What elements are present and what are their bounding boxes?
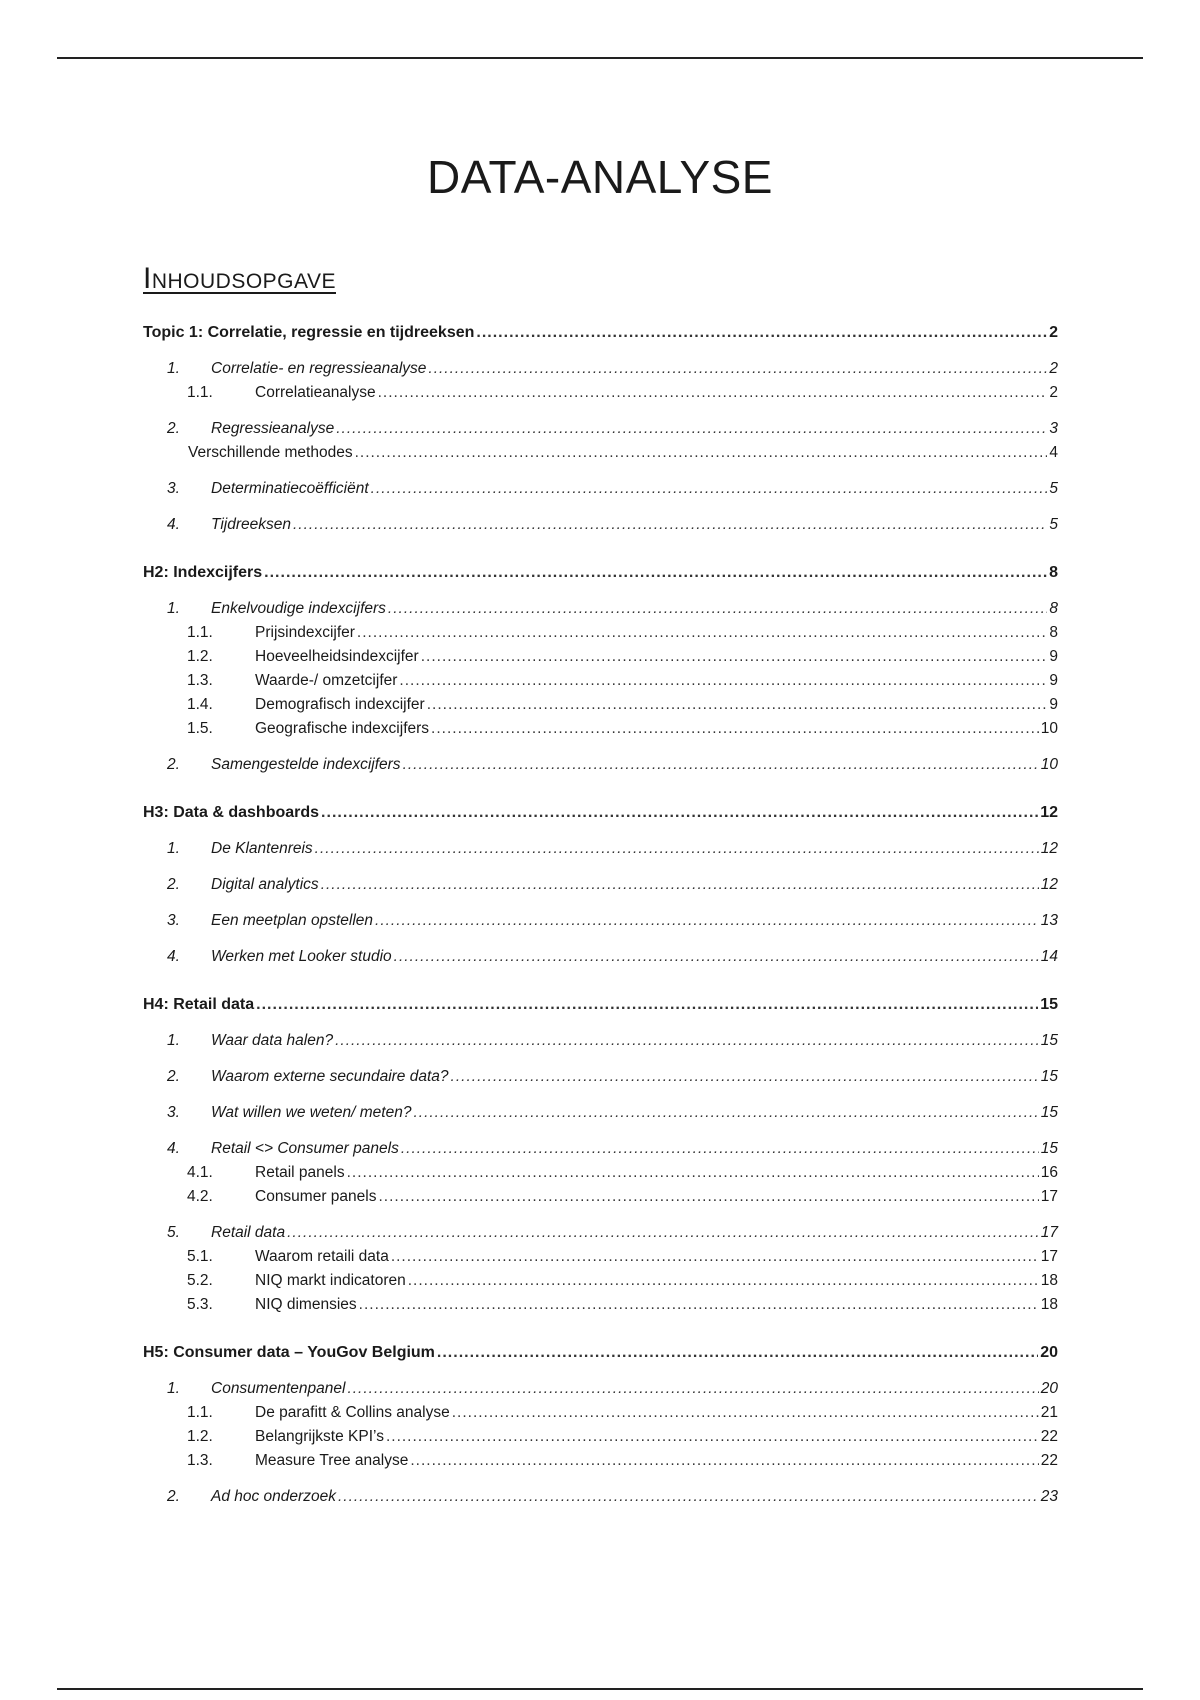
- toc-entry[interactable]: [143, 1032, 1058, 1056]
- toc-entry-page: 21: [1040, 1404, 1058, 1421]
- toc-entry[interactable]: [143, 324, 1058, 348]
- toc-entry-number: 3.: [167, 480, 180, 497]
- toc-entry-title: Waarde-/ omzetcijfer: [255, 672, 398, 689]
- toc-entry-number: 4.: [167, 948, 180, 965]
- dot-leader: [431, 720, 1039, 738]
- toc-entry[interactable]: [143, 624, 1058, 648]
- toc-entry-page: 10: [1040, 720, 1058, 737]
- toc-entry-page: 16: [1040, 1164, 1058, 1181]
- dot-leader: [359, 1296, 1039, 1314]
- toc-entry-number: 1.1.: [187, 384, 213, 401]
- toc-entry-title: Determinatiecoëfficiënt: [211, 480, 369, 497]
- footer-rule: [57, 1688, 1143, 1690]
- toc-entry-page: 15: [1040, 996, 1058, 1013]
- toc-entry-page: 12: [1040, 876, 1058, 893]
- document-title: DATA-ANALYSE: [427, 151, 773, 203]
- toc-entry-number: 1.2.: [187, 648, 213, 665]
- toc-entry-title: Retail panels: [255, 1164, 345, 1181]
- dot-leader: [421, 648, 1048, 666]
- toc-entry[interactable]: [143, 1104, 1058, 1128]
- toc-entry-title: Waarom retaili data: [255, 1248, 389, 1265]
- toc-entry[interactable]: [143, 1164, 1058, 1188]
- toc-entry-title: Tijdreeksen: [211, 516, 291, 533]
- toc-entry[interactable]: [143, 564, 1058, 588]
- toc-entry-page: 14: [1040, 948, 1058, 965]
- toc-entry-number: 4.2.: [187, 1188, 213, 1205]
- dot-leader: [355, 444, 1048, 462]
- toc-entry[interactable]: [143, 384, 1058, 408]
- toc-entry-title: NIQ markt indicatoren: [255, 1272, 406, 1289]
- toc-entry-title: H3: Data & dashboards: [143, 804, 320, 821]
- toc-entry-number: 2.: [167, 420, 180, 437]
- toc-entry-page: 10: [1040, 756, 1058, 773]
- toc-entry[interactable]: [143, 996, 1058, 1020]
- toc-entry[interactable]: [143, 1452, 1058, 1476]
- dot-leader: [347, 1164, 1039, 1182]
- toc-entry[interactable]: [143, 360, 1058, 384]
- dot-leader: [336, 420, 1047, 438]
- dot-leader: [347, 1380, 1038, 1398]
- toc-entry-title: H4: Retail data: [143, 996, 255, 1013]
- toc-entry-number: 1.2.: [187, 1428, 213, 1445]
- dot-leader: [410, 1452, 1038, 1470]
- dot-leader: [338, 1488, 1039, 1506]
- toc-entry-page: 12: [1040, 804, 1058, 821]
- toc-entry[interactable]: [143, 840, 1058, 864]
- toc-entry-title: Wat willen we weten/ meten?: [211, 1104, 412, 1121]
- toc-entry-title: Consumentenpanel: [211, 1380, 346, 1397]
- toc-entry-title: Retail <> Consumer panels: [211, 1140, 399, 1157]
- toc-entry-title: Ad hoc onderzoek: [211, 1488, 336, 1505]
- toc-entry-title: Prijsindexcijfer: [255, 624, 355, 641]
- dot-leader: [386, 1428, 1039, 1446]
- toc-entry[interactable]: [143, 804, 1058, 828]
- toc-entry-number: 1.4.: [187, 696, 213, 713]
- toc-entry-title: Digital analytics: [211, 876, 319, 893]
- toc-entry-page: 20: [1040, 1380, 1058, 1397]
- toc-entry-page: 9: [1049, 696, 1058, 713]
- toc-entry-page: 22: [1040, 1452, 1058, 1469]
- dot-leader: [408, 1272, 1039, 1290]
- toc-entry[interactable]: [143, 1344, 1058, 1368]
- toc-entry-number: 2.: [167, 876, 180, 893]
- toc-entry[interactable]: [143, 600, 1058, 624]
- toc-entry-title: Hoeveelheidsindexcijfer: [255, 648, 419, 665]
- toc-entry-title: Belangrijkste KPI’s: [255, 1428, 384, 1445]
- toc-entry-page: 15: [1040, 1140, 1058, 1157]
- dot-leader: [264, 564, 1047, 582]
- toc-entry-number: 3.: [167, 1104, 180, 1121]
- dot-leader: [391, 1248, 1039, 1266]
- toc-entry-page: 8: [1049, 564, 1058, 581]
- dot-leader: [321, 876, 1039, 894]
- toc-entry-title: Demografisch indexcijfer: [255, 696, 425, 713]
- dot-leader: [371, 480, 1048, 498]
- toc-entry-page: 2: [1049, 384, 1058, 401]
- toc-entry-title: Regressieanalyse: [211, 420, 335, 437]
- toc-entry-number: 2.: [167, 1488, 180, 1505]
- toc-entry-page: 3: [1049, 420, 1058, 437]
- toc-entry[interactable]: [143, 1224, 1058, 1248]
- toc-entry[interactable]: [143, 1248, 1058, 1272]
- toc-entry-title: Een meetplan opstellen: [211, 912, 374, 929]
- toc-entry-page: 5: [1049, 480, 1058, 497]
- toc-entry-page: 17: [1040, 1188, 1058, 1205]
- toc-entry-page: 4: [1049, 444, 1058, 461]
- toc-entry-page: 9: [1049, 648, 1058, 665]
- toc-entry-page: 17: [1040, 1248, 1058, 1265]
- dot-leader: [388, 600, 1047, 618]
- toc-entry[interactable]: [143, 1296, 1058, 1320]
- toc-entry-page: 13: [1040, 912, 1058, 929]
- toc-entry-title: Measure Tree analyse: [255, 1452, 409, 1469]
- dot-leader: [394, 948, 1039, 966]
- toc-entry-number: 5.: [167, 1224, 180, 1241]
- toc-entry-title: NIQ dimensies: [255, 1296, 357, 1313]
- toc-entry-title: Waar data halen?: [211, 1032, 334, 1049]
- toc-entry-page: 17: [1040, 1224, 1058, 1241]
- dot-leader: [375, 912, 1039, 930]
- toc-entry-page: 8: [1049, 624, 1058, 641]
- toc-entry[interactable]: [143, 1404, 1058, 1428]
- toc-entry[interactable]: [143, 912, 1058, 936]
- toc-entry-title: Consumer panels: [255, 1188, 377, 1205]
- toc-entry-page: 5: [1049, 516, 1058, 533]
- toc-entry-title: Correlatie- en regressieanalyse: [211, 360, 427, 377]
- toc-entry-title: De Klantenreis: [211, 840, 313, 857]
- toc-entry[interactable]: [143, 1068, 1058, 1092]
- toc-entry[interactable]: [143, 1380, 1058, 1404]
- toc-entry[interactable]: [143, 876, 1058, 900]
- toc-entry[interactable]: [143, 1272, 1058, 1296]
- table-of-contents: [143, 324, 1058, 1512]
- toc-entry[interactable]: [143, 672, 1058, 696]
- toc-entry[interactable]: [143, 516, 1058, 540]
- toc-entry-page: 18: [1040, 1272, 1058, 1289]
- toc-entry[interactable]: [143, 1188, 1058, 1212]
- toc-entry-number: 1.5.: [187, 720, 213, 737]
- dot-leader: [413, 1104, 1038, 1122]
- dot-leader: [401, 1140, 1039, 1158]
- toc-entry-number: 1.: [167, 840, 180, 857]
- dot-leader: [452, 1404, 1039, 1422]
- toc-entry-number: 4.: [167, 516, 180, 533]
- toc-entry-title: H2: Indexcijfers: [143, 564, 263, 581]
- toc-entry-number: 1.: [167, 600, 180, 617]
- toc-entry-number: 5.2.: [187, 1272, 213, 1289]
- toc-entry-title: Verschillende methodes: [188, 444, 353, 461]
- toc-entry-page: 20: [1040, 1344, 1058, 1361]
- toc-entry-page: 23: [1040, 1488, 1058, 1505]
- toc-entry[interactable]: [143, 1428, 1058, 1452]
- toc-entry-title: Samengestelde indexcijfers: [211, 756, 401, 773]
- dot-leader: [378, 384, 1048, 402]
- toc-entry-page: 18: [1040, 1296, 1058, 1313]
- dot-leader: [256, 996, 1038, 1014]
- dot-leader: [287, 1224, 1039, 1242]
- toc-entry-number: 2.: [167, 756, 180, 773]
- dot-leader: [378, 1188, 1038, 1206]
- toc-entry-page: 12: [1040, 840, 1058, 857]
- dot-leader: [399, 672, 1047, 690]
- toc-entry[interactable]: [143, 1140, 1058, 1164]
- dot-leader: [293, 516, 1047, 534]
- dot-leader: [428, 360, 1047, 378]
- toc-entry[interactable]: [143, 648, 1058, 672]
- toc-entry-title: Werken met Looker studio: [211, 948, 392, 965]
- toc-entry-title: Waarom externe secundaire data?: [211, 1068, 449, 1085]
- toc-entry-title: Correlatieanalyse: [255, 384, 376, 401]
- toc-entry-page: 22: [1040, 1428, 1058, 1445]
- toc-entry-number: 1.: [167, 360, 180, 377]
- toc-entry[interactable]: [143, 756, 1058, 780]
- toc-entry-page: 2: [1049, 360, 1058, 377]
- dot-leader: [476, 324, 1047, 342]
- toc-entry-title: Retail data: [211, 1224, 286, 1241]
- dot-leader: [321, 804, 1038, 822]
- toc-entry-page: 15: [1040, 1068, 1058, 1085]
- toc-entry-number: 1.1.: [187, 624, 213, 641]
- toc-entry-page: 15: [1040, 1032, 1058, 1049]
- toc-entry-number: 2.: [167, 1068, 180, 1085]
- toc-entry-page: 15: [1040, 1104, 1058, 1121]
- toc-entry-page: 8: [1049, 600, 1058, 617]
- dot-leader: [437, 1344, 1038, 1362]
- dot-leader: [451, 1068, 1039, 1086]
- toc-entry-number: 3.: [167, 912, 180, 929]
- toc-entry[interactable]: [143, 1488, 1058, 1512]
- toc-entry[interactable]: [143, 696, 1058, 720]
- toc-entry-number: 1.3.: [187, 672, 213, 689]
- toc-entry[interactable]: [143, 444, 1058, 468]
- toc-entry[interactable]: [143, 420, 1058, 444]
- dot-leader: [335, 1032, 1039, 1050]
- dot-leader: [403, 756, 1039, 774]
- toc-entry-number: 1.: [167, 1032, 180, 1049]
- toc-heading: Inhoudsopgave: [143, 262, 336, 295]
- toc-entry-page: 2: [1049, 324, 1058, 341]
- header-rule: [57, 57, 1143, 59]
- toc-entry-number: 5.1.: [187, 1248, 213, 1265]
- dot-leader: [315, 840, 1039, 858]
- toc-entry[interactable]: [143, 720, 1058, 744]
- dot-leader: [427, 696, 1048, 714]
- toc-entry[interactable]: [143, 948, 1058, 972]
- toc-entry-number: 1.: [167, 1380, 180, 1397]
- toc-entry-number: 1.1.: [187, 1404, 213, 1421]
- toc-entry-number: 5.3.: [187, 1296, 213, 1313]
- toc-entry-title: Topic 1: Correlatie, regressie en tijdreeksen: [143, 324, 475, 341]
- toc-entry-title: Enkelvoudige indexcijfers: [211, 600, 386, 617]
- dot-leader: [357, 624, 1047, 642]
- toc-entry-page: 9: [1049, 672, 1058, 689]
- toc-entry-title: De parafitt & Collins analyse: [255, 1404, 450, 1421]
- toc-entry-number: 1.3.: [187, 1452, 213, 1469]
- toc-entry-number: 4.: [167, 1140, 180, 1157]
- toc-entry-title: H5: Consumer data – YouGov Belgium: [143, 1344, 435, 1361]
- toc-entry-number: 4.1.: [187, 1164, 213, 1181]
- toc-entry-title: Geografische indexcijfers: [255, 720, 430, 737]
- toc-entry[interactable]: [143, 480, 1058, 504]
